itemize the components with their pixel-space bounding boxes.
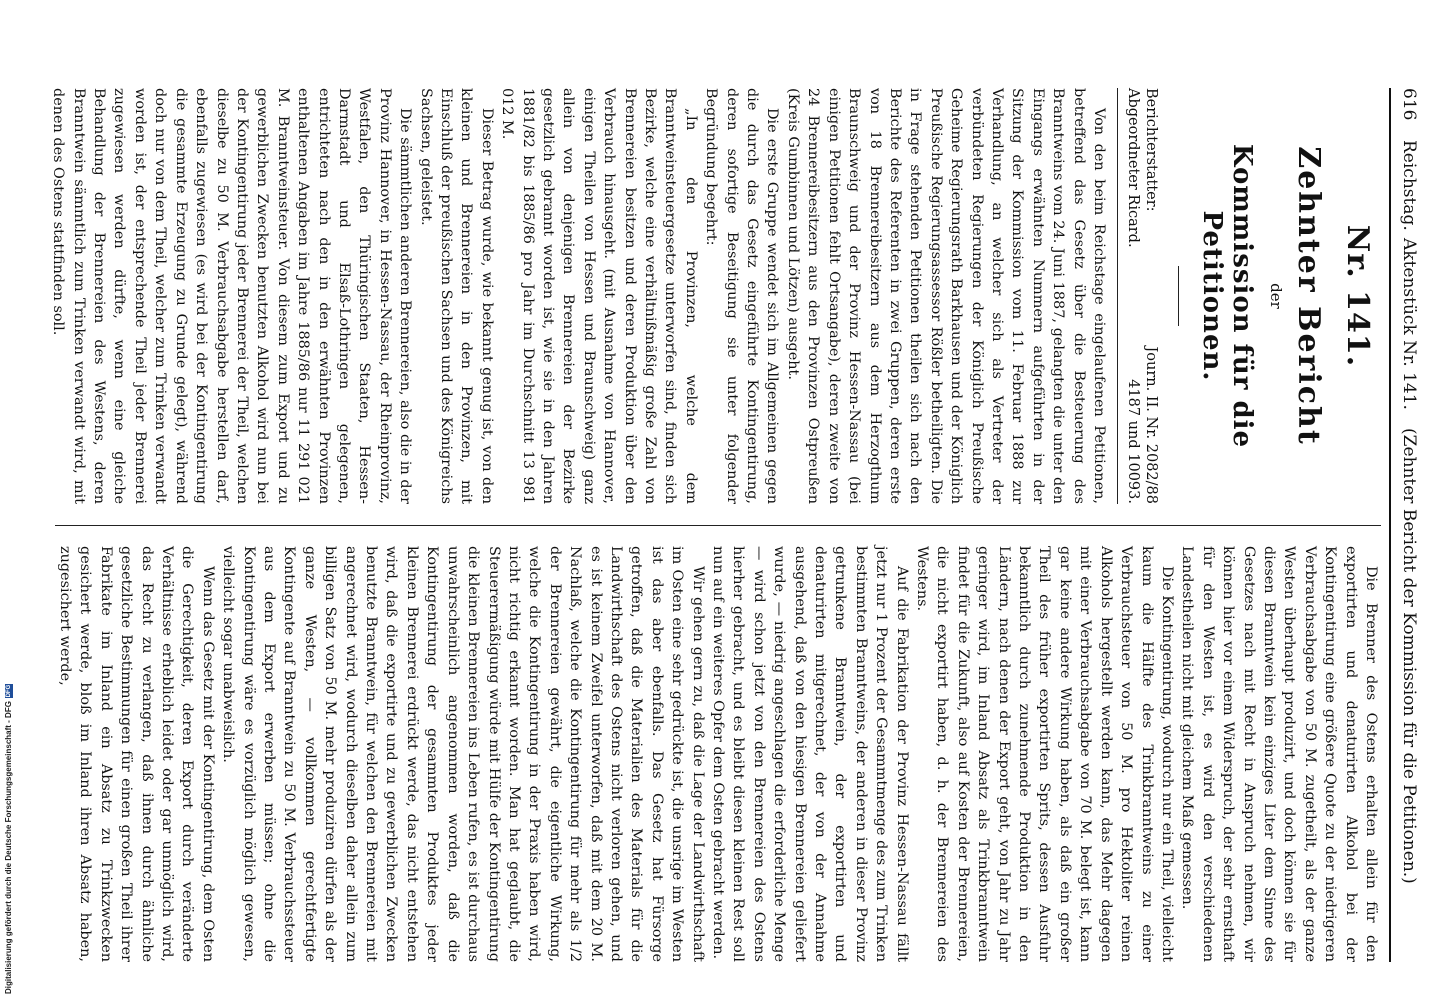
stamp-text: Digitalisierung gefördert durch die Deutsche Forschungsgemeinschaft - DFG [4, 701, 13, 994]
journal-ref: Journ. II. Nr. 2082/88 [1143, 346, 1159, 504]
header-doc-ref: Aktenstück Nr. 141. [1399, 238, 1419, 410]
column-divider [55, 525, 1381, 526]
digitization-stamp [4, 684, 13, 994]
journal-ref-2: 4187 und 10093. [1125, 379, 1141, 504]
reporter-block [1124, 88, 1160, 504]
title-divider [1178, 266, 1179, 326]
paragraph: Die Brenner des Ostens erhalten allein für den exportirten und denaturirten Alkohol bei der Kontingentirung eine größere Quote zu der niedrigeren Verbrauchsabgabe von 50 M. zugetheilt, als der ganze Westen überhaupt produzirt, und doch können sie für diesen Branntwein kein einziges Liter dem Sinne des Gesetzes nach mit Recht in Anspruch nehmen, wir können hier vor einem Widerspruch, der sehr ernsthaft für den Westen ist, es wird den verschiedenen Landestheilen nicht mit gleichem Maß gemessen. [1179, 546, 1379, 962]
column-right [55, 546, 1381, 962]
paragraph: Wir gehen gern zu, daß die Lage der Landwirthschaft im Osten eine sehr gedrückte ist, die unsrige im Westen ist das aber ebenfalls. Das Gesetz hat Fürsorge getroffen, daß die Materialien des Materials für die Landwirthschaft des Ostens nicht verloren gehen, und es ist keinem Zweifel unterworfen, daß mit dem 20 M. Nachlaß, welche die Kontingentirung für mehr als 1/2 der Brennereien gewährt, die eigentliche Wirkung, welche die Kontingentirung in der Praxis haben wird, nicht richtig erkannt worden. Man hat geglaubt, die Steuerermäßigung würde mit Hülfe der Kontingentirung die kleinen Brennereien ins Leben rufen, es ist durchaus unwahrscheinlich angenommen worden, daß die Kontingentirung der gesammten Produktes jeder kleinen Brennerei erdrückt werde, das nicht entstehen wird, daß die exportirte und zu gewerblichen Zwecken benutzte Branntwein, für welchen den Brennereien mit angerechnet wird, wodurch dieselben daher allein zum billigen Satz von 50 M. mehr produziren dürfen als der ganze Westen, — vollkommen gerechtfertigte Kontingente auf Branntwein zu 50 M. Verbrauchssteuer aus dem Export erwerben müssen; ohne die Kontingentirung wäre es vorzüglich möglich gewesen, vielleicht sogar unabweislich. [220, 546, 706, 962]
meta-divider [1117, 88, 1118, 504]
paragraph: Die erste Gruppe wendet sich im Allgemeinen gegen die durch das Gesetz eingeführte Kontingentirung, deren sofortige Beseitigung sie unter folgender Begründung begehrt: [703, 88, 781, 504]
document-title: Zehnter Bericht [1291, 146, 1326, 446]
dfg-logo-icon: DFG [5, 684, 12, 698]
paragraph: „In den Provinzen, welche dem Branntweinsteuergesetze unterworfen sind, finden sich Bezirke, welche eine verhältnißmäßig große Zahl von Brennereien besitzen und deren Produktion über den Verbrauch hinausgeht. (mit Ausnahme von Hannover, einigen Theilen von Hessen und Braunschweig) ganz allein von denjenigen Brennereien der Bezirke gesetzlich gebrannt worden ist, wie sie in den Jahren 1881/82 bis 1885/86 pro Jahr im Durchschnitt 13 981 012 M. [499, 88, 699, 504]
paragraph: Die sämmtlichen anderen Brennereien, also die in der Provinz Hannover, in Hessen-Nassau, der Rheinprovinz, Westfalen, den Thüringischen Staaten, Hessen-Darmstadt und Elsaß-Lothringen gelegenen, entrichteten nach den in den erwähnten Provinzen enthaltenen Angaben im Jahre 1885/86 nur 11 291 021 M. Branntweinsteuer. Von diesem zum Export und zu gewerblichen Zwecken benutzten Alkohol wird nun bei der Kontingentirung jeder Brennerei der Theil, welchen dieselbe zu 50 M. Verbrauchsabgabe herstellen darf, ebenfalls zugewiesen (es wird bei der Kontingentirung die gesammte Erzeugung zu Grunde gelegt), während doch nur von dem Theil, welcher zum Trinken verwandt worden ist, der entsprechende Theil jeder Brennerei zugewiesen werden dürfte, wenn eine gleiche Behandlung der Brennereien des Westens, deren Branntwein sämmtlich zum Trinken verwandt wird, mit denen des Ostens stattfinden soll. [50, 88, 414, 504]
paragraph: Die Kontingentirung, wodurch nur ein Theil, vielleicht kaum die Hälfte des Trinkbranntweins zu einer Verbrauchsteuer von 50 M. pro Hektoliter reinen Alkohols hergestellt werden kann, das Mehr dagegen mit einer Verbrauchsabgabe von 70 M. belegt ist, kann gar keine andere Wirkung haben, als daß ein großer Theil des früher exportirten Sprits, dessen Ausfuhr bekanntlich durch zunehmende Produktion in den Ländern, nach denen der Export geht, von Jahr zu Jahr geringer wird, im Inland Absatz als Trinkbranntwein findet für die Zukunft, also auf Kosten der Brennereien, die nicht exportirt haben, d. h. der Brennereien des Westens. [914, 546, 1175, 962]
document-number: Nr. 141. [1340, 224, 1375, 368]
reporter-label: Berichterstatter: [1143, 88, 1159, 212]
header-rule [1389, 88, 1391, 962]
reporter-name: Abgeordneter Ricard. [1125, 88, 1141, 248]
paragraph: Wenn das Gesetz mit der Kontingentirung, dem Osten die Gerechtigkeit, deren Export durch veränderte Verhältnisse erheblich leidet oder gar unmöglich wird, das Recht zu verlangen, daß ihnen durch ähnliche gesetzliche Bestimmungen für einen großen Theil ihrer Fabrikate im Inland ein Absatz zu Trinkzwecken gesichert werde, bloß im Inland ihren Absatz haben, zugesichert werde, [57, 546, 216, 962]
paragraph: Von den beim Reichstage eingelaufenen Petitionen, betreffend das Gesetz über die Besteuerung des Branntweins vom 24. Juni 1887, gelangten die unter den Eingangs erwähnten Nummern aufgeführten in der Sitzung der Kommission vom 11. Februar 1888 zur Verhandlung, an welcher sich als Vertreter der verbündeten Regierungen der Königlich Preußische Geheime Regierungsrath Barkhausen und der Königlich Preußische Regierungsassessor Rößler betheiligten. Die in Frage stehenden Petitionen theilen sich nach den Berichte des Referenten in zwei Gruppen, deren erste von 18 Brennereibesitzern aus dem Herzogthum Braunschweig und der Provinz Hessen-Nassau (bei einigen Petitionen fehlt Ortsangabe), deren zweite von 24 Brennereibesitzern aus den Provinzen Ostpreußen (Kreis Gumbinnen und Lötzen) ausgeht. [784, 88, 1107, 504]
column-left [50, 88, 1381, 504]
paragraph: Auf die Fabrikation der Provinz Hessen-Nassau fällt jetzt nur 1 Prozent der Gesammtmenge des zum Trinken bestimmten Branntweins, der anderen in dieser Provinz getrunkene Branntwein, der exportirten und denaturirten mitgerechnet, der von der Annahme ausgehend, daß von den hiesigen Brennereien geliefert wurde, — niedrig angeschlagen die erforderliche Menge — wird schon jetzt von den Brennereien des Ostens hierher gebracht, und es bleibt diesen kleinen Rest soll nun auf ein weiteres Opfer dem Osten gebracht werden. [710, 546, 910, 962]
rotated-page [43, 52, 1423, 998]
paragraph: Dieser Betrag wurde, wie bekannt genug ist, von den kleinen und Brennereien in den Provinzen, mit Einschluß der preußischen Sachsen und des Königreichs Sachsen, geleistet. [417, 88, 495, 504]
document-der: der [1267, 283, 1285, 309]
document-subtitle: Kommission für die Petitionen. [1197, 143, 1257, 449]
page-header [1393, 88, 1419, 962]
header-source: Reichstag. [1399, 140, 1419, 231]
page-number: 616 [1399, 88, 1419, 121]
header-running-title: (Zehnter Bericht der Kommission für die Petitionen.) [1399, 428, 1419, 884]
